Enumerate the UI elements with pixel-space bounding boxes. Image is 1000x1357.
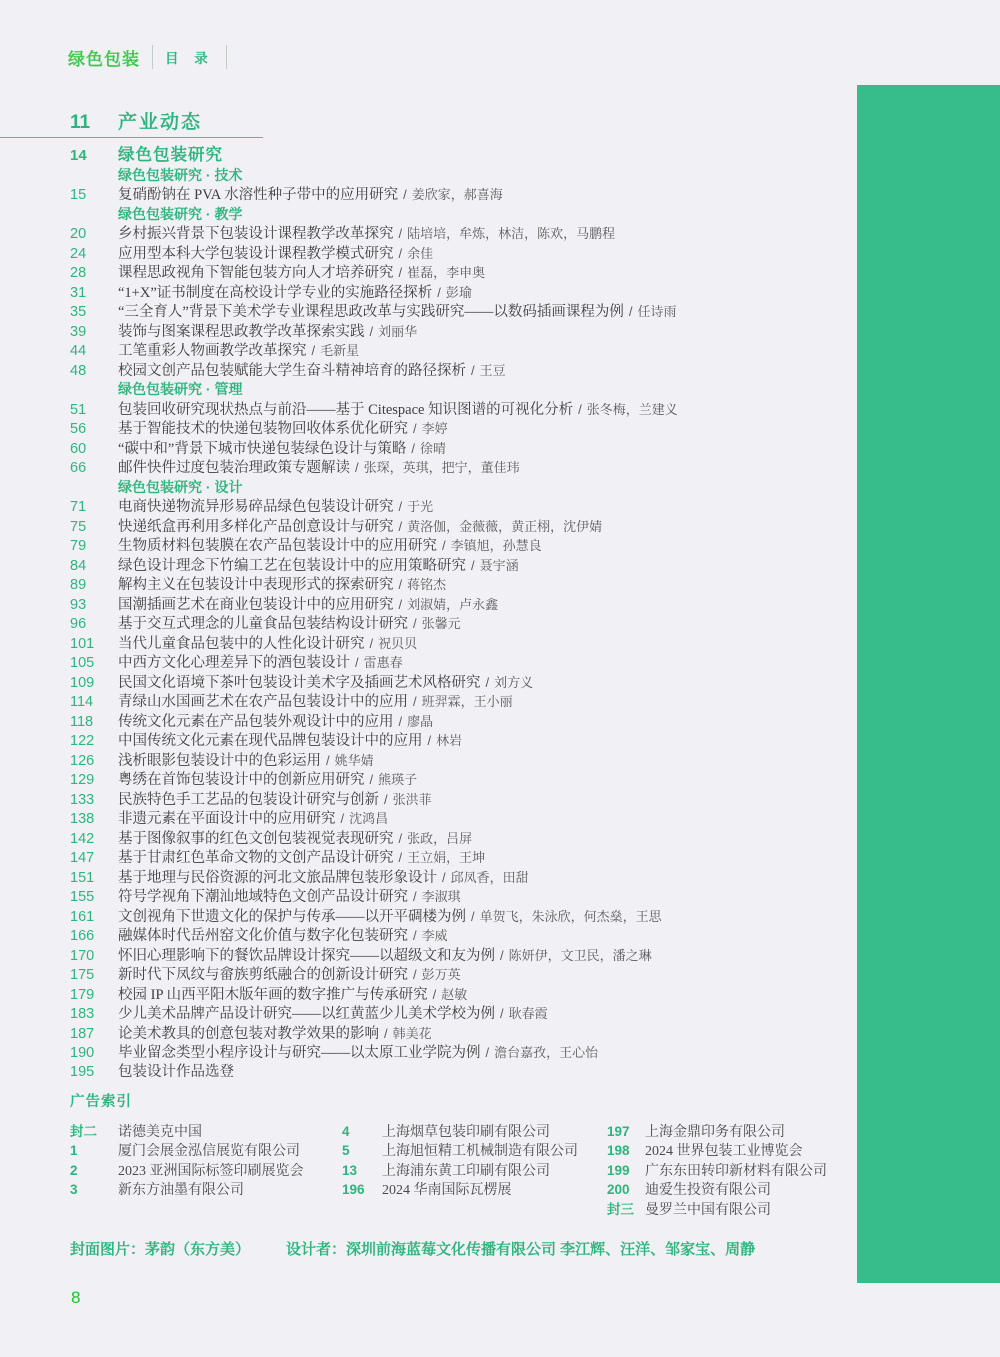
cover-credit: 封面图片：茅韵（东方美） [70, 1241, 251, 1258]
article-title: 中国传统文化元素在现代品牌包装设计中的应用 [118, 733, 423, 749]
article-title: 论美术教具的创意包装对教学效果的影响 [118, 1025, 379, 1042]
ad-company-name: 迪爱生投资有限公司 [645, 1183, 771, 1199]
entry-page-number: 44 [70, 343, 87, 359]
designer-credit: 设计者：深圳前海蓝莓文化传播有限公司 李江辉、汪洋、邹家宝、周静 [286, 1241, 756, 1258]
credits-line [70, 1238, 755, 1259]
subsection-title: 绿色包装研究 · 教学 [118, 205, 243, 222]
toc-article-row [70, 965, 870, 985]
author-separator: / [471, 557, 475, 573]
author-separator: / [413, 889, 417, 904]
article-title: 少儿美术品牌产品设计研究——以红黄蓝少儿美术学校为例 [118, 1006, 495, 1022]
article-title: 符号学视角下潮汕地域特色文创产品设计研究 [118, 889, 408, 905]
toc-article-row [70, 868, 870, 888]
toc-article-row [70, 985, 870, 1005]
toc-article-row [70, 595, 870, 615]
toc-article-row [70, 497, 870, 517]
toc-article-row [70, 907, 870, 927]
article-title: 解构主义在包装设计中表现形式的探索研究 [118, 577, 394, 593]
author-separator: / [427, 733, 432, 748]
author-separator: / [384, 1025, 388, 1041]
author-separator: / [398, 830, 403, 846]
entry-page-number: 56 [70, 421, 87, 437]
masthead-divider [226, 45, 227, 69]
magazine-logo: 绿色包装 [68, 49, 140, 69]
article-title: 基于交互式理念的儿童食品包装结构设计研究 [118, 616, 408, 632]
author-separator: / [398, 245, 403, 261]
ad-page-number: 199 [607, 1162, 630, 1178]
article-authors: 徐晴 [420, 440, 447, 456]
entry-page-number: 39 [70, 323, 87, 340]
ad-company-name: 上海浦东黄工印刷有限公司 [382, 1163, 550, 1179]
ad-index-row [70, 1161, 304, 1180]
entry-page-number: 31 [70, 284, 87, 301]
section-title: 绿色包装研究 [118, 146, 223, 164]
article-authors: 沈鸿昌 [349, 811, 389, 826]
ad-page-number: 196 [342, 1182, 365, 1198]
entry-page-number: 28 [70, 265, 87, 281]
entry-page-number: 122 [70, 733, 95, 749]
toc-article-row [70, 614, 870, 634]
toc-article-row [70, 185, 870, 205]
entry-page-number: 66 [70, 460, 87, 476]
author-separator: / [398, 499, 403, 514]
ad-index-column-1 [70, 1122, 304, 1200]
article-title: 浅析眼影包装设计中的色彩运用 [118, 752, 321, 769]
author-separator: / [485, 674, 490, 690]
toc-article-row [70, 634, 870, 654]
author-separator: / [413, 928, 417, 943]
article-authors: 韩美花 [392, 1025, 432, 1041]
ad-company-name: 上海金鼎印务有限公司 [645, 1125, 785, 1140]
entry-page-number: 79 [70, 538, 87, 554]
article-title: 电商快递物流异形易碎品绿色包装设计研究 [118, 499, 394, 515]
toc-article-row [70, 302, 870, 322]
section-divider-line [0, 137, 263, 138]
ad-page-number: 1 [70, 1143, 78, 1159]
article-title: 基于地理与民俗资源的河北文旅品牌包装形象设计 [118, 869, 437, 886]
article-title: 民国文化语境下茶叶包装设计美术字及插画艺术风格研究 [118, 674, 481, 691]
section-page-number: 11 [70, 112, 91, 133]
toc-subsection-row [70, 478, 870, 498]
toc-article-row [70, 536, 870, 556]
article-title: 怀旧心理影响下的餐饮品牌设计探究——以超级文和友为例 [118, 947, 495, 964]
entry-page-number: 138 [70, 811, 95, 827]
author-separator: / [369, 323, 374, 339]
entry-page-number: 187 [70, 1025, 95, 1042]
toc-article-row [70, 361, 870, 381]
entry-page-number: 179 [70, 986, 95, 1003]
toc-article-row [70, 829, 870, 849]
entry-page-number: 71 [70, 499, 87, 515]
entry-page-number: 133 [70, 791, 95, 808]
toc-article-row [70, 926, 870, 946]
ad-page-number: 198 [607, 1143, 630, 1159]
entry-page-number: 126 [70, 752, 95, 769]
author-separator: / [442, 538, 446, 553]
author-separator: / [398, 226, 403, 241]
ad-page-number: 13 [342, 1162, 358, 1178]
toc-article-row [70, 458, 870, 478]
article-authors: 王立娟，王坤 [407, 850, 486, 865]
ad-company-name: 厦门会展金泓信展览有限公司 [118, 1144, 300, 1160]
ad-index-row [70, 1122, 304, 1141]
entry-page-number: 15 [70, 187, 87, 203]
article-title: 包装回收研究现状热点与前沿——基于 Citespace 知识图谱的可视化分析 [118, 401, 574, 418]
ad-index-row [607, 1141, 827, 1160]
toc-article-row [70, 1004, 870, 1024]
article-title: 融媒体时代岳州窑文化价值与数字化包装研究 [118, 928, 408, 944]
article-authors: 林岩 [436, 733, 463, 748]
toc-article-row [70, 1024, 870, 1044]
article-authors: 刘淑婧，卢永鑫 [407, 596, 499, 612]
ad-company-name: 诺德美克中国 [118, 1125, 202, 1140]
article-authors: 黄洛伽，金薇薇，黄正栩，沈伊婧 [407, 518, 603, 534]
toc-article-row [70, 848, 870, 868]
ad-index-row [342, 1122, 578, 1141]
article-authors: 单贺飞，朱泳欣，何杰燊，王思 [479, 908, 662, 924]
entry-page-number: 84 [70, 557, 87, 574]
author-separator: / [369, 772, 374, 787]
masthead [68, 44, 239, 70]
author-separator: / [384, 791, 388, 807]
ad-company-name: 新东方油墨有限公司 [118, 1183, 244, 1199]
toc-article-row [70, 653, 870, 673]
entry-page-number: 170 [70, 947, 95, 964]
toc-article-row [70, 263, 870, 283]
toc-article-row [70, 322, 870, 342]
article-title: 乡村振兴背景下包装设计课程教学改革探究 [118, 226, 394, 242]
entry-page-number: 155 [70, 889, 95, 905]
article-title: 新时代下凤纹与畲族剪纸融合的创新设计研究 [118, 967, 408, 983]
author-separator: / [413, 967, 417, 982]
article-title: 毕业留念类型小程序设计与研究——以太原工业学院为例 [118, 1045, 481, 1061]
article-title: 国潮插画艺术在商业包装设计中的应用研究 [118, 596, 394, 613]
author-separator: / [398, 518, 403, 534]
entry-page-number: 24 [70, 245, 87, 262]
entry-page-number: 105 [70, 655, 95, 671]
author-separator: / [500, 1006, 504, 1021]
ad-index-column-2 [342, 1122, 578, 1200]
article-authors: 李威 [421, 928, 448, 943]
ad-index-row [70, 1180, 304, 1199]
article-authors: 张洪菲 [392, 791, 432, 807]
article-title: 基于甘肃红色革命文物的文创产品设计研究 [118, 850, 394, 866]
ad-index-row [607, 1122, 827, 1141]
article-authors: 李淑琪 [421, 889, 461, 904]
ad-page-number: 4 [342, 1124, 350, 1139]
article-authors: 聂宇涵 [479, 557, 519, 573]
article-authors: 李镇旭，孙慧良 [450, 538, 542, 553]
article-authors: 邱凤香，田甜 [450, 869, 529, 885]
article-title: 民族特色手工艺品的包装设计研究与创新 [118, 791, 379, 808]
author-separator: / [471, 362, 475, 378]
article-title: 课程思政视角下智能包装方向人才培养研究 [118, 265, 394, 281]
ad-page-number: 5 [342, 1143, 350, 1159]
ad-page-number: 3 [70, 1182, 78, 1198]
article-title: 校园 IP 山西平阳木版年画的数字推广与传承研究 [118, 986, 428, 1003]
toc-article-row [70, 1063, 870, 1083]
ad-index-title: 广告索引 [70, 1094, 132, 1110]
ad-company-name: 2024 世界包装工业博览会 [645, 1144, 803, 1160]
article-authors: 陆培培，牟炼，林洁，陈欢，马鹏程 [407, 226, 616, 241]
author-separator: / [432, 986, 437, 1002]
entry-page-number: 75 [70, 518, 87, 535]
folio-page-number: 8 [71, 1288, 81, 1307]
article-title: 传统文化元素在产品包装外观设计中的应用 [118, 713, 394, 730]
ad-index-row [607, 1161, 827, 1180]
toc-article-row [70, 575, 870, 595]
toc-article-row [70, 341, 870, 361]
toc-subsection-row [70, 205, 870, 225]
ad-company-name: 上海烟草包装印刷有限公司 [382, 1125, 550, 1140]
subsection-title: 绿色包装研究 · 技术 [118, 166, 243, 183]
article-authors: 姜欣家，郝喜海 [411, 187, 503, 202]
author-separator: / [398, 596, 403, 612]
article-authors: 余佳 [407, 245, 434, 261]
article-authors: 王豆 [479, 362, 506, 378]
ad-company-name: 2024 华南国际瓦楞展 [382, 1183, 512, 1199]
toc-article-row [70, 946, 870, 966]
article-title: 应用型本科大学包装设计课程教学模式研究 [118, 245, 394, 262]
article-authors: 熊瑛子 [378, 772, 418, 787]
toc-article-row [70, 556, 870, 576]
author-separator: / [578, 401, 582, 417]
author-separator: / [485, 1045, 490, 1060]
article-authors: 雷惠春 [363, 655, 403, 670]
ad-page-number: 2 [70, 1162, 78, 1178]
toc-subsection-row [70, 166, 870, 186]
toc-article-row [70, 770, 870, 790]
entry-page-number: 175 [70, 967, 95, 983]
author-separator: / [398, 577, 403, 592]
entry-page-number: 190 [70, 1045, 95, 1061]
green-side-panel [857, 85, 1000, 1283]
article-authors: 班羿霖，王小丽 [421, 694, 513, 709]
article-title: “1+X”证书制度在高校设计学专业的实施路径探析 [118, 284, 433, 301]
article-authors: 刘丽华 [378, 323, 418, 339]
entry-page-number: 151 [70, 869, 95, 886]
author-separator: / [413, 616, 417, 631]
author-separator: / [311, 343, 316, 358]
ad-company-name: 2023 亚洲国际标签印刷展览会 [118, 1163, 304, 1179]
ad-index [70, 1090, 860, 1218]
entry-page-number: 93 [70, 596, 87, 613]
article-authors: 陈妍伊，文卫民，潘之琳 [508, 947, 652, 963]
ad-page-number: 200 [607, 1182, 630, 1198]
article-authors: 张冬梅，兰建义 [586, 401, 678, 417]
toc-article-row [70, 517, 870, 537]
author-separator: / [471, 908, 475, 924]
toc-article-row [70, 244, 870, 264]
entry-page-number: 114 [70, 694, 94, 710]
article-title: 绿色设计理念下竹编工艺在包装设计中的应用策略研究 [118, 557, 466, 574]
ad-index-column-3 [607, 1122, 827, 1219]
article-title: 非遗元素在平面设计中的应用研究 [118, 811, 336, 827]
entry-page-number: 166 [70, 928, 95, 944]
author-separator: / [355, 655, 359, 670]
toc-article-row [70, 692, 870, 712]
toc-article-row [70, 224, 870, 244]
toc-article-row [70, 712, 870, 732]
entry-page-number: 129 [70, 772, 95, 788]
ad-index-row [607, 1180, 827, 1199]
ad-company-name: 上海旭恒精工机械制造有限公司 [382, 1144, 578, 1160]
article-title: 快递纸盒再利用多样化产品创意设计与研究 [118, 518, 394, 535]
article-authors: 祝贝贝 [378, 635, 418, 651]
article-title: 当代儿童食品包装中的人性化设计研究 [118, 635, 365, 652]
article-authors: 于光 [407, 499, 434, 514]
article-authors: 澹台嘉孜，王心怡 [494, 1045, 599, 1060]
article-title: 文创视角下世遗文化的保护与传承——以开平碉楼为例 [118, 908, 466, 925]
toc-article-row [70, 751, 870, 771]
toc-section-industry [70, 107, 202, 134]
subsection-title: 绿色包装研究 · 设计 [118, 478, 243, 495]
author-separator: / [369, 635, 374, 651]
toc-article-row [70, 1043, 870, 1063]
article-title: 基于图像叙事的红色文创包装视觉表现研究 [118, 830, 394, 847]
ad-page-number: 封二 [70, 1124, 97, 1139]
entry-page-number: 195 [70, 1063, 95, 1080]
article-title: 复硝酚钠在 PVA 水溶性种子带中的应用研究 [118, 187, 399, 203]
article-authors: 刘方义 [494, 674, 534, 690]
ad-page-number: 197 [607, 1124, 630, 1139]
author-separator: / [398, 850, 403, 865]
author-separator: / [403, 187, 407, 202]
ad-index-row [342, 1180, 578, 1199]
ad-index-row [342, 1161, 578, 1180]
entry-page-number: 89 [70, 577, 87, 593]
entry-page-number: 183 [70, 1006, 95, 1022]
toc-article-row [70, 673, 870, 693]
toc-article-row [70, 731, 870, 751]
entry-page-number: 101 [70, 635, 95, 652]
subsection-title: 绿色包装研究 · 管理 [118, 381, 243, 397]
article-title: 青绿山水国画艺术在农产品包装设计中的应用 [118, 694, 408, 710]
toc-article-row [70, 790, 870, 810]
masthead-divider [152, 45, 153, 69]
article-title: 包装设计作品选登 [118, 1063, 234, 1080]
entry-page-number: 51 [70, 401, 87, 418]
article-authors: 廖晶 [407, 713, 434, 729]
article-authors: 张琛，英琪，把宁，董佳玮 [363, 460, 520, 475]
article-title: 工笔重彩人物画教学改革探究 [118, 343, 307, 359]
entry-page-number: 48 [70, 362, 87, 379]
article-authors: 姚华婧 [334, 752, 374, 768]
author-separator: / [326, 752, 330, 768]
author-separator: / [411, 440, 415, 456]
toc-list [70, 146, 870, 1082]
author-separator: / [413, 694, 417, 709]
entry-page-number: 118 [70, 713, 94, 730]
author-separator: / [628, 304, 633, 319]
entry-page-number: 14 [70, 147, 87, 164]
article-title: 粤绣在首饰包装设计中的创新应用研究 [118, 772, 365, 788]
article-title: 校园文创产品包装赋能大学生奋斗精神培育的路径探析 [118, 362, 466, 379]
author-separator: / [500, 947, 504, 963]
entry-page-number: 147 [70, 850, 95, 866]
author-separator: / [442, 869, 446, 885]
entry-page-number: 161 [70, 908, 95, 925]
article-title: 生物质材料包装膜在农产品包装设计中的应用研究 [118, 538, 437, 554]
entry-page-number: 96 [70, 616, 87, 632]
article-title: 邮件快件过度包装治理政策专题解读 [118, 460, 350, 476]
author-separator: / [398, 265, 403, 280]
toc-article-row [70, 887, 870, 907]
entry-page-number: 35 [70, 304, 87, 320]
ad-index-row [342, 1141, 578, 1160]
toc-article-row [70, 809, 870, 829]
article-title: 中西方文化心理差异下的酒包装设计 [118, 655, 350, 671]
toc-article-row [70, 400, 870, 420]
article-authors: 彭万英 [421, 967, 461, 982]
section-title: 产业动态 [118, 112, 203, 133]
author-separator: / [413, 421, 417, 436]
ad-index-row [607, 1200, 827, 1219]
article-authors: 彭瑜 [445, 284, 472, 300]
author-separator: / [340, 811, 345, 826]
entry-page-number: 142 [70, 830, 95, 847]
entry-page-number: 60 [70, 440, 87, 457]
article-authors: 耿春霞 [508, 1006, 548, 1021]
toc-section-row [70, 146, 870, 166]
toc-article-row [70, 283, 870, 303]
toc-article-row [70, 419, 870, 439]
ad-company-name: 广东东田转印新材料有限公司 [645, 1163, 827, 1179]
article-authors: 李婷 [421, 421, 448, 436]
article-title: “三全育人”背景下美术学专业课程思政改革与实践研究——以数码插画课程为例 [118, 304, 624, 320]
ad-company-name: 曼罗兰中国有限公司 [645, 1202, 771, 1218]
article-title: 装饰与图案课程思政教学改革探索实践 [118, 323, 365, 340]
article-title: 基于智能技术的快递包装物回收体系优化研究 [118, 421, 408, 437]
author-separator: / [398, 713, 403, 729]
ad-page-number: 封三 [607, 1201, 634, 1217]
article-authors: 崔磊，李申奥 [407, 265, 486, 280]
article-title: “碳中和”背景下城市快递包装绿色设计与策略 [118, 440, 407, 457]
article-authors: 张馨元 [421, 616, 461, 631]
article-authors: 蒋铭杰 [407, 577, 447, 592]
entry-page-number: 109 [70, 674, 95, 691]
article-authors: 毛新星 [320, 343, 360, 358]
article-authors: 任诗雨 [637, 304, 677, 319]
toc-label: 目 录 [165, 51, 214, 66]
ad-index-row [70, 1141, 304, 1160]
toc-subsection-row [70, 380, 870, 400]
author-separator: / [437, 284, 441, 300]
article-authors: 张政，吕屏 [407, 830, 473, 846]
article-authors: 赵敏 [441, 986, 468, 1002]
entry-page-number: 20 [70, 226, 87, 242]
toc-article-row [70, 439, 870, 459]
author-separator: / [355, 460, 359, 475]
